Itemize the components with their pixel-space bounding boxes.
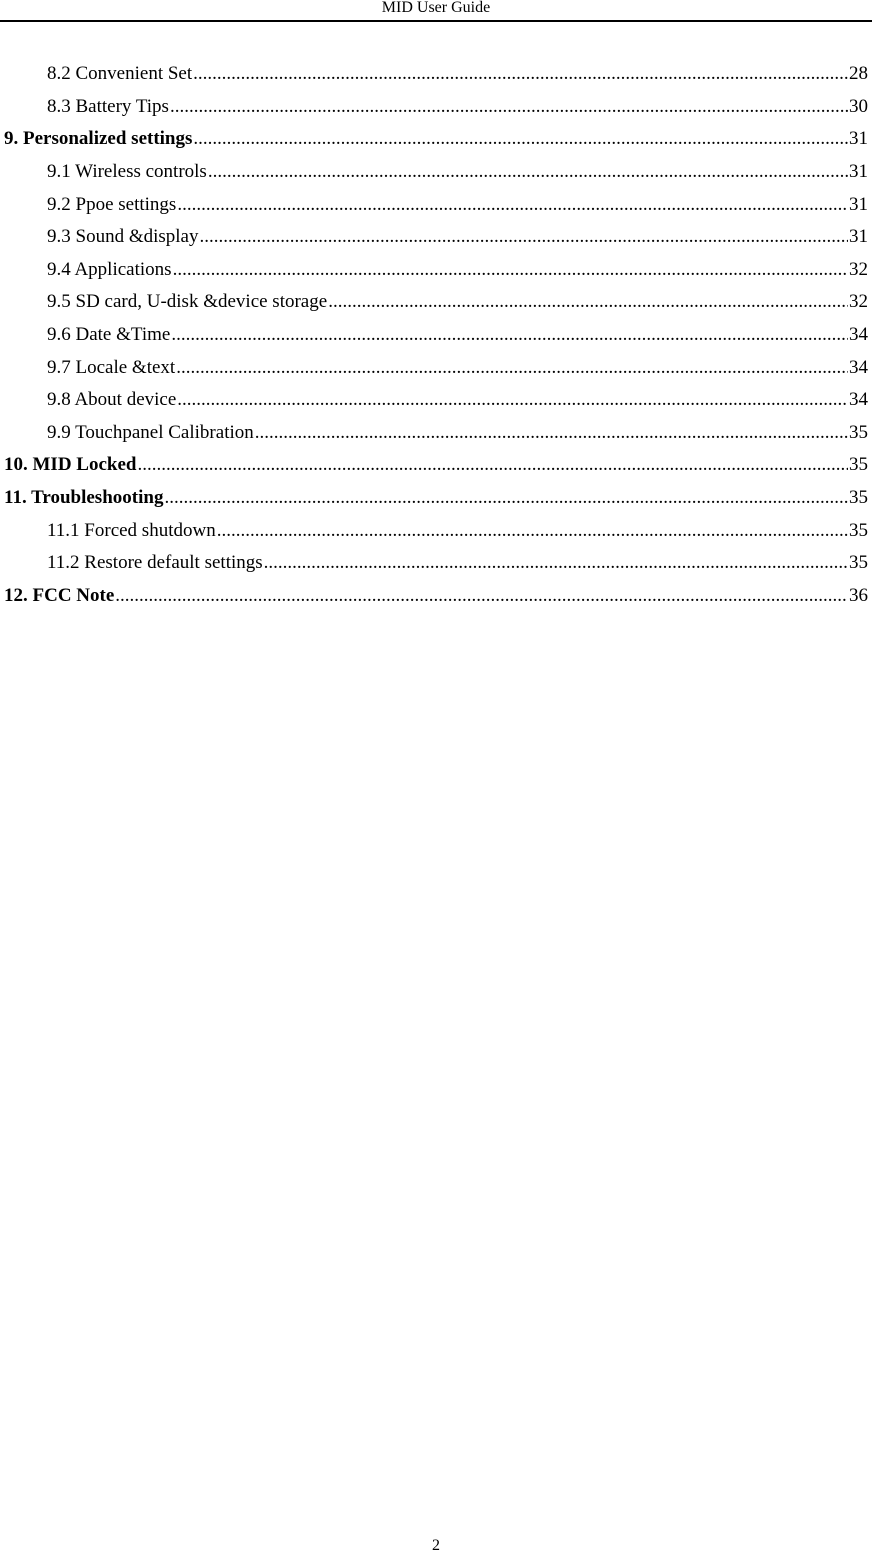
toc-entry-page-number: 32	[849, 291, 868, 313]
toc-entry[interactable]	[4, 351, 868, 384]
toc-entry[interactable]	[4, 286, 868, 319]
toc-dot-leader	[164, 487, 848, 509]
toc-entry[interactable]	[4, 58, 868, 91]
toc-entry-page-number: 36	[849, 584, 868, 606]
toc-entry-page-number: 34	[849, 356, 868, 378]
toc-entry-page-number: 28	[849, 63, 868, 85]
toc-dot-leader	[137, 454, 848, 476]
toc-dot-leader	[208, 161, 848, 183]
toc-dot-leader	[255, 422, 848, 444]
toc-entry[interactable]	[4, 482, 868, 515]
toc-entry-page-number: 35	[849, 519, 868, 541]
toc-entry-page-number: 35	[849, 421, 868, 443]
toc-entry-page-number: 32	[849, 258, 868, 280]
toc-entry-page-number: 35	[849, 487, 868, 509]
toc-entry-page-number: 31	[849, 128, 868, 150]
toc-entry[interactable]	[4, 449, 868, 482]
toc-entry-page-number: 35	[849, 454, 868, 476]
toc-dot-leader	[177, 194, 848, 216]
toc-dot-leader	[193, 128, 848, 150]
toc-dot-leader	[170, 96, 848, 118]
toc-entry-title: 11.1 Forced shutdown	[47, 519, 216, 541]
toc-entry-title: 10. MID Locked	[4, 454, 137, 476]
toc-dot-leader	[176, 357, 848, 379]
toc-entry-page-number: 30	[849, 95, 868, 117]
toc-entry-title: 8.3 Battery Tips	[47, 95, 169, 117]
toc-entry-title: 9.8 About device	[47, 389, 177, 411]
toc-entry[interactable]	[4, 156, 868, 189]
toc-entry-title: 9.9 Touchpanel Calibration	[47, 421, 254, 443]
toc-entry-page-number: 34	[849, 389, 868, 411]
toc-dot-leader	[177, 389, 848, 411]
toc-entry-title: 9.1 Wireless controls	[47, 161, 207, 183]
toc-entry[interactable]	[4, 123, 868, 156]
toc-entry[interactable]	[4, 319, 868, 352]
table-of-contents	[4, 58, 868, 612]
toc-entry-page-number: 34	[849, 324, 868, 346]
toc-entry-page-number: 31	[849, 226, 868, 248]
toc-entry-page-number: 31	[849, 161, 868, 183]
toc-entry[interactable]	[4, 188, 868, 221]
toc-entry-title: 9.7 Locale &text	[47, 356, 176, 378]
toc-dot-leader	[199, 226, 848, 248]
toc-entry-page-number: 31	[849, 193, 868, 215]
toc-entry-title: 11.2 Restore default settings	[47, 552, 263, 574]
toc-dot-leader	[115, 585, 848, 607]
toc-dot-leader	[328, 291, 848, 313]
page-number: 2	[432, 1537, 440, 1554]
page-header	[0, 0, 872, 22]
toc-entry[interactable]	[4, 384, 868, 417]
toc-entry-title: 9.6 Date &Time	[47, 324, 171, 346]
toc-entry-title: 8.2 Convenient Set	[47, 63, 193, 85]
toc-entry[interactable]	[4, 417, 868, 450]
toc-dot-leader	[264, 552, 848, 574]
toc-dot-leader	[171, 324, 848, 346]
toc-entry-title: 12. FCC Note	[4, 584, 115, 606]
toc-entry-page-number: 35	[849, 552, 868, 574]
toc-entry[interactable]	[4, 514, 868, 547]
toc-dot-leader	[193, 63, 848, 85]
toc-entry-title: 9.5 SD card, U-disk &device storage	[47, 291, 328, 313]
toc-entry-title: 9.3 Sound &display	[47, 226, 199, 248]
toc-entry-title: 9.2 Ppoe settings	[47, 193, 177, 215]
toc-entry[interactable]	[4, 547, 868, 580]
toc-dot-leader	[217, 520, 848, 542]
toc-entry-title: 9. Personalized settings	[4, 128, 193, 150]
page-footer	[0, 1537, 872, 1555]
toc-entry[interactable]	[4, 580, 868, 613]
toc-entry[interactable]	[4, 91, 868, 124]
document-title: MID User Guide	[381, 0, 491, 16]
toc-entry-title: 11. Troubleshooting	[4, 487, 164, 509]
toc-entry[interactable]	[4, 254, 868, 287]
toc-entry[interactable]	[4, 221, 868, 254]
toc-dot-leader	[173, 259, 848, 281]
toc-entry-title: 9.4 Applications	[47, 258, 172, 280]
